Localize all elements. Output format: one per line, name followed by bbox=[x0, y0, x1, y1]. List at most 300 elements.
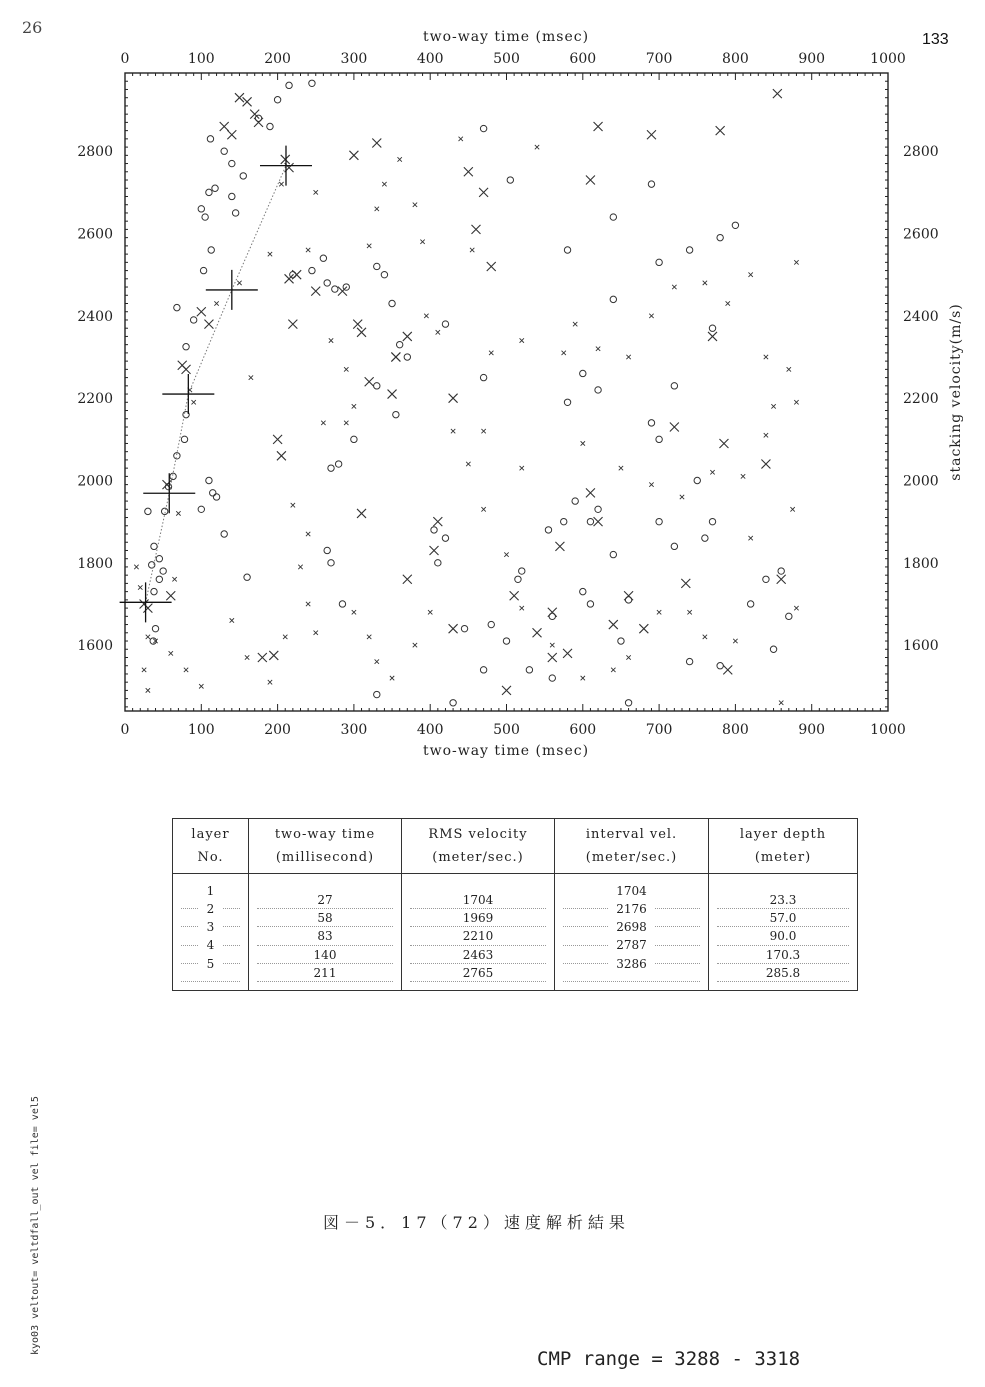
layer-number: 5 bbox=[183, 955, 238, 973]
x-mark bbox=[733, 639, 737, 643]
rms-velocity-value: 2210 bbox=[412, 927, 544, 945]
x-mark bbox=[548, 608, 557, 617]
x-mark bbox=[352, 404, 356, 408]
interval-velocity-value: 1704 bbox=[565, 882, 698, 900]
x-mark bbox=[794, 606, 798, 610]
row-guide bbox=[563, 981, 700, 982]
circle-mark bbox=[389, 300, 395, 306]
x-mark bbox=[306, 248, 310, 252]
x-mark bbox=[681, 579, 690, 588]
layer-depth-value: 285.8 bbox=[719, 964, 847, 982]
circle-mark bbox=[339, 601, 345, 607]
x-mark bbox=[344, 421, 348, 425]
header-rms: RMS velocity (meter/sec.) bbox=[402, 819, 555, 874]
x-mark bbox=[277, 451, 286, 460]
circle-mark bbox=[580, 370, 586, 376]
x-mark bbox=[451, 429, 455, 433]
x-mark bbox=[311, 287, 320, 296]
rms-velocity-value: 2765 bbox=[412, 964, 544, 982]
circle-mark bbox=[210, 490, 216, 496]
circle-mark bbox=[174, 453, 180, 459]
axis-ticks bbox=[125, 73, 888, 711]
x-mark bbox=[741, 474, 745, 478]
x-mark bbox=[626, 355, 630, 359]
x-axis-label-top: two-way time (msec) bbox=[422, 29, 590, 45]
circle-mark bbox=[332, 286, 338, 292]
interval-velocity-column bbox=[555, 874, 709, 991]
interval-velocity-value: 2176 bbox=[565, 900, 698, 918]
plot-frame bbox=[125, 73, 888, 711]
x-mark bbox=[619, 466, 623, 470]
interval-velocity-value: 3286 bbox=[565, 955, 698, 973]
header-layer: layer No. bbox=[173, 819, 249, 874]
x-mark bbox=[143, 604, 152, 613]
x-mark bbox=[510, 591, 519, 600]
x-mark bbox=[258, 653, 267, 662]
pick-crosshair bbox=[162, 374, 214, 414]
y-tick-label-left: 1600 bbox=[77, 638, 113, 655]
x-mark bbox=[555, 542, 564, 551]
circle-mark bbox=[549, 675, 555, 681]
x-mark bbox=[357, 328, 366, 337]
x-mark bbox=[773, 89, 782, 98]
x-mark bbox=[649, 314, 653, 318]
x-mark bbox=[220, 122, 229, 131]
x-mark bbox=[321, 421, 325, 425]
x-tick-label-bottom: 400 bbox=[416, 722, 444, 738]
circle-mark bbox=[610, 551, 616, 557]
x-mark bbox=[639, 624, 648, 633]
circle-mark bbox=[686, 658, 692, 664]
circle-mark bbox=[198, 506, 204, 512]
x-mark bbox=[563, 649, 572, 658]
x-mark bbox=[520, 606, 524, 610]
layer-depth-value: 90.0 bbox=[719, 927, 847, 945]
circle-mark bbox=[671, 543, 677, 549]
x-mark bbox=[581, 441, 585, 445]
circle-mark bbox=[763, 576, 769, 582]
y-tick-label-right: 2800 bbox=[903, 144, 939, 161]
x-mark bbox=[390, 676, 394, 680]
circle-mark bbox=[595, 506, 601, 512]
x-mark bbox=[548, 653, 557, 662]
x-mark bbox=[357, 509, 366, 518]
page-number-left: 26 bbox=[22, 18, 43, 37]
circle-mark bbox=[656, 259, 662, 265]
x-mark bbox=[726, 301, 730, 305]
x-mark bbox=[481, 429, 485, 433]
y-tick-label-left: 2000 bbox=[77, 473, 113, 490]
circle-mark bbox=[229, 160, 235, 166]
x-mark bbox=[283, 635, 287, 639]
x-mark bbox=[169, 651, 173, 655]
circle-mark bbox=[709, 325, 715, 331]
x-mark bbox=[489, 351, 493, 355]
page-number-right: 133 bbox=[922, 31, 949, 48]
layer-depth-column bbox=[709, 874, 858, 991]
circle-mark bbox=[717, 663, 723, 669]
two-way-time-value: 58 bbox=[259, 909, 391, 927]
x-mark bbox=[672, 285, 676, 289]
circle-mark bbox=[156, 556, 162, 562]
x-mark bbox=[550, 643, 554, 647]
x-tick-label-bottom: 800 bbox=[722, 722, 749, 738]
x-mark bbox=[520, 338, 524, 342]
circle-mark bbox=[648, 181, 654, 187]
y-tick-label-right: 2600 bbox=[903, 226, 939, 243]
header-interval: interval vel. (meter/sec.) bbox=[555, 819, 709, 874]
x-mark bbox=[535, 145, 539, 149]
x-mark bbox=[353, 320, 362, 329]
x-mark bbox=[197, 307, 206, 316]
x-mark bbox=[649, 482, 653, 486]
circle-mark bbox=[161, 508, 167, 514]
x-mark bbox=[710, 470, 714, 474]
x-mark bbox=[269, 651, 278, 660]
x-mark bbox=[670, 422, 679, 431]
x-mark bbox=[298, 565, 302, 569]
circle-mark bbox=[564, 399, 570, 405]
x-mark bbox=[586, 176, 595, 185]
x-tick-label-top: 700 bbox=[645, 51, 673, 67]
layer-number: 2 bbox=[183, 900, 238, 918]
x-mark bbox=[723, 665, 732, 674]
x-mark bbox=[314, 190, 318, 194]
x-mark bbox=[184, 668, 188, 672]
x-mark bbox=[142, 668, 146, 672]
x-mark bbox=[596, 347, 600, 351]
x-mark bbox=[382, 182, 386, 186]
x-mark bbox=[338, 287, 347, 296]
circle-mark bbox=[786, 613, 792, 619]
circle-mark bbox=[221, 531, 227, 537]
x-mark bbox=[166, 591, 175, 600]
circle-mark bbox=[610, 214, 616, 220]
x-mark bbox=[504, 552, 508, 556]
circle-mark bbox=[480, 374, 486, 380]
x-mark bbox=[771, 404, 775, 408]
x-mark bbox=[794, 400, 798, 404]
x-mark bbox=[764, 433, 768, 437]
header-depth: layer depth (meter) bbox=[709, 819, 858, 874]
two-way-time-value: 140 bbox=[259, 946, 391, 964]
x-mark bbox=[230, 618, 234, 622]
x-mark bbox=[609, 620, 618, 629]
x-mark bbox=[388, 390, 397, 399]
x-mark bbox=[624, 591, 633, 600]
x-mark bbox=[391, 353, 400, 362]
x-mark bbox=[413, 643, 417, 647]
layer-depth-value: 57.0 bbox=[719, 909, 847, 927]
circle-mark bbox=[145, 508, 151, 514]
x-mark bbox=[562, 351, 566, 355]
x-mark bbox=[291, 503, 295, 507]
circle-mark bbox=[160, 568, 166, 574]
x-mark bbox=[611, 668, 615, 672]
x-mark bbox=[254, 118, 263, 127]
x-mark bbox=[281, 155, 290, 164]
x-mark bbox=[703, 635, 707, 639]
scatter-marks bbox=[134, 80, 798, 706]
x-mark bbox=[273, 435, 282, 444]
x-mark bbox=[237, 281, 241, 285]
circle-mark bbox=[309, 267, 315, 273]
circle-mark bbox=[202, 214, 208, 220]
circle-mark bbox=[778, 568, 784, 574]
pick-crosshair bbox=[206, 270, 258, 310]
circle-mark bbox=[587, 518, 593, 524]
x-mark bbox=[464, 167, 473, 176]
x-mark bbox=[329, 338, 333, 342]
x-mark bbox=[581, 676, 585, 680]
circle-mark bbox=[564, 247, 570, 253]
x-mark bbox=[708, 332, 717, 341]
circle-mark bbox=[545, 527, 551, 533]
interval-velocity-value: 2787 bbox=[565, 936, 698, 954]
x-mark bbox=[594, 517, 603, 526]
layer-number-column bbox=[173, 874, 249, 991]
x-mark bbox=[533, 628, 542, 637]
picked-velocity-function bbox=[120, 146, 312, 623]
x-tick-label-top: 1000 bbox=[870, 51, 906, 67]
x-mark bbox=[647, 130, 656, 139]
x-mark bbox=[719, 439, 728, 448]
circle-mark bbox=[694, 477, 700, 483]
circle-mark bbox=[393, 411, 399, 417]
x-mark bbox=[245, 655, 249, 659]
y-tick-label-right: 2400 bbox=[903, 308, 939, 325]
circle-mark bbox=[580, 588, 586, 594]
x-mark bbox=[314, 631, 318, 635]
circle-mark bbox=[267, 123, 273, 129]
x-mark bbox=[748, 272, 752, 276]
x-mark bbox=[268, 252, 272, 256]
circle-mark bbox=[174, 304, 180, 310]
x-tick-label-bottom: 300 bbox=[340, 722, 368, 738]
circle-mark bbox=[286, 82, 292, 88]
x-mark bbox=[794, 260, 798, 264]
circle-mark bbox=[374, 383, 380, 389]
layer-depth-value: 23.3 bbox=[719, 891, 847, 909]
circle-mark bbox=[206, 477, 212, 483]
x-axis-label-bottom: two-way time (msec) bbox=[422, 743, 590, 759]
circle-mark bbox=[200, 267, 206, 273]
x-mark bbox=[249, 375, 253, 379]
y-tick-label-left: 2200 bbox=[77, 391, 113, 408]
circle-mark bbox=[240, 173, 246, 179]
x-mark bbox=[191, 400, 195, 404]
x-tick-label-top: 100 bbox=[187, 51, 215, 67]
x-mark bbox=[365, 377, 374, 386]
circle-mark bbox=[507, 177, 513, 183]
circle-mark bbox=[610, 296, 616, 302]
y-tick-label-left: 2800 bbox=[77, 144, 113, 161]
x-mark bbox=[626, 655, 630, 659]
x-mark bbox=[449, 624, 458, 633]
circle-mark bbox=[324, 280, 330, 286]
circle-mark bbox=[450, 700, 456, 706]
circle-mark bbox=[244, 574, 250, 580]
y-tick-label-right: 2200 bbox=[903, 391, 939, 408]
circle-mark bbox=[656, 436, 662, 442]
x-tick-label-top: 0 bbox=[120, 51, 130, 67]
circle-mark bbox=[732, 222, 738, 228]
circle-mark bbox=[503, 638, 509, 644]
circle-mark bbox=[702, 535, 708, 541]
x-tick-label-bottom: 100 bbox=[187, 722, 215, 738]
x-mark bbox=[204, 320, 213, 329]
layer-number: 4 bbox=[183, 936, 238, 954]
circle-mark bbox=[656, 518, 662, 524]
circle-mark bbox=[335, 461, 341, 467]
layer-number: 3 bbox=[183, 918, 238, 936]
x-tick-label-top: 900 bbox=[798, 51, 826, 67]
interval-velocity-value: 2698 bbox=[565, 918, 698, 936]
circle-mark bbox=[208, 247, 214, 253]
y-tick-label-left: 1800 bbox=[77, 555, 113, 572]
circle-mark bbox=[587, 601, 593, 607]
circle-mark bbox=[618, 638, 624, 644]
circle-mark bbox=[396, 341, 402, 347]
circle-mark bbox=[572, 498, 578, 504]
circle-mark bbox=[328, 560, 334, 566]
circle-mark bbox=[561, 518, 567, 524]
circle-mark bbox=[183, 344, 189, 350]
x-mark bbox=[375, 659, 379, 663]
x-mark bbox=[779, 701, 783, 705]
x-mark bbox=[680, 495, 684, 499]
circle-mark bbox=[152, 625, 158, 631]
circle-mark bbox=[151, 588, 157, 594]
x-mark bbox=[748, 536, 752, 540]
x-mark bbox=[459, 137, 463, 141]
figure-caption: 図－5．17（72）速度解析結果 bbox=[323, 1213, 630, 1232]
circle-mark bbox=[770, 646, 776, 652]
x-mark bbox=[430, 546, 439, 555]
y-tick-label-right: 2000 bbox=[903, 473, 939, 490]
x-mark bbox=[250, 110, 259, 119]
x-mark bbox=[268, 680, 272, 684]
x-tick-label-bottom: 700 bbox=[645, 722, 673, 738]
cmp-range-label: CMP range = 3288 - 3318 bbox=[537, 1348, 801, 1370]
circle-mark bbox=[442, 535, 448, 541]
pick-line bbox=[146, 166, 286, 603]
circle-mark bbox=[515, 576, 521, 582]
x-mark bbox=[487, 262, 496, 271]
circle-mark bbox=[149, 562, 155, 568]
x-mark bbox=[367, 635, 371, 639]
pick-crosshair bbox=[260, 146, 312, 186]
x-mark bbox=[214, 301, 218, 305]
circle-mark bbox=[442, 321, 448, 327]
x-mark bbox=[594, 122, 603, 131]
circle-mark bbox=[431, 527, 437, 533]
circle-mark bbox=[435, 560, 441, 566]
x-mark bbox=[146, 635, 150, 639]
y-tick-label-left: 2400 bbox=[77, 308, 113, 325]
x-tick-label-top: 600 bbox=[569, 51, 597, 67]
x-mark bbox=[433, 517, 442, 526]
pick-crosshair bbox=[143, 473, 195, 513]
two-way-time-column bbox=[249, 874, 402, 991]
circle-mark bbox=[686, 247, 692, 253]
circle-mark bbox=[221, 148, 227, 154]
circle-mark bbox=[156, 576, 162, 582]
circle-mark bbox=[519, 568, 525, 574]
x-mark bbox=[657, 610, 661, 614]
x-mark bbox=[413, 203, 417, 207]
circle-mark bbox=[717, 234, 723, 240]
circle-mark bbox=[461, 625, 467, 631]
circle-mark bbox=[190, 317, 196, 323]
x-mark bbox=[787, 367, 791, 371]
x-mark bbox=[479, 188, 488, 197]
circle-mark bbox=[324, 547, 330, 553]
x-mark bbox=[428, 610, 432, 614]
circle-mark bbox=[170, 473, 176, 479]
x-mark bbox=[372, 138, 381, 147]
x-mark bbox=[466, 462, 470, 466]
circle-mark bbox=[595, 387, 601, 393]
circle-mark bbox=[374, 691, 380, 697]
x-mark bbox=[502, 686, 511, 695]
x-mark bbox=[176, 511, 180, 515]
x-mark bbox=[344, 367, 348, 371]
circle-mark bbox=[404, 354, 410, 360]
circle-mark bbox=[648, 420, 654, 426]
x-mark bbox=[134, 565, 138, 569]
circle-mark bbox=[351, 436, 357, 442]
header-time: two-way time (millisecond) bbox=[249, 819, 402, 874]
circle-mark bbox=[274, 97, 280, 103]
circle-mark bbox=[747, 601, 753, 607]
two-way-time-value: 211 bbox=[259, 964, 391, 982]
x-mark bbox=[172, 577, 176, 581]
circle-mark bbox=[212, 185, 218, 191]
layer-depth-value: 170.3 bbox=[719, 946, 847, 964]
circle-mark bbox=[206, 189, 212, 195]
x-tick-label-bottom: 200 bbox=[264, 722, 291, 738]
circle-mark bbox=[198, 206, 204, 212]
x-tick-label-top: 800 bbox=[722, 51, 749, 67]
x-mark bbox=[420, 240, 424, 244]
x-mark bbox=[471, 225, 480, 234]
x-tick-label-top: 200 bbox=[264, 51, 291, 67]
x-mark bbox=[288, 320, 297, 329]
x-mark bbox=[761, 460, 770, 469]
x-mark bbox=[146, 688, 150, 692]
x-mark bbox=[306, 602, 310, 606]
x-mark bbox=[375, 207, 379, 211]
x-tick-label-bottom: 1000 bbox=[870, 722, 906, 738]
rms-velocity-value: 1969 bbox=[412, 909, 544, 927]
circle-mark bbox=[151, 543, 157, 549]
x-mark bbox=[520, 466, 524, 470]
circle-mark bbox=[229, 193, 235, 199]
x-mark bbox=[138, 585, 142, 589]
x-mark bbox=[182, 365, 191, 374]
circle-mark bbox=[320, 255, 326, 261]
x-mark bbox=[764, 355, 768, 359]
layer-velocity-table bbox=[172, 818, 858, 991]
x-mark bbox=[790, 507, 794, 511]
x-tick-label-bottom: 900 bbox=[798, 722, 826, 738]
x-mark bbox=[199, 684, 203, 688]
x-tick-label-bottom: 500 bbox=[493, 722, 520, 738]
x-mark bbox=[777, 575, 786, 584]
circle-mark bbox=[488, 621, 494, 627]
x-mark bbox=[687, 610, 691, 614]
